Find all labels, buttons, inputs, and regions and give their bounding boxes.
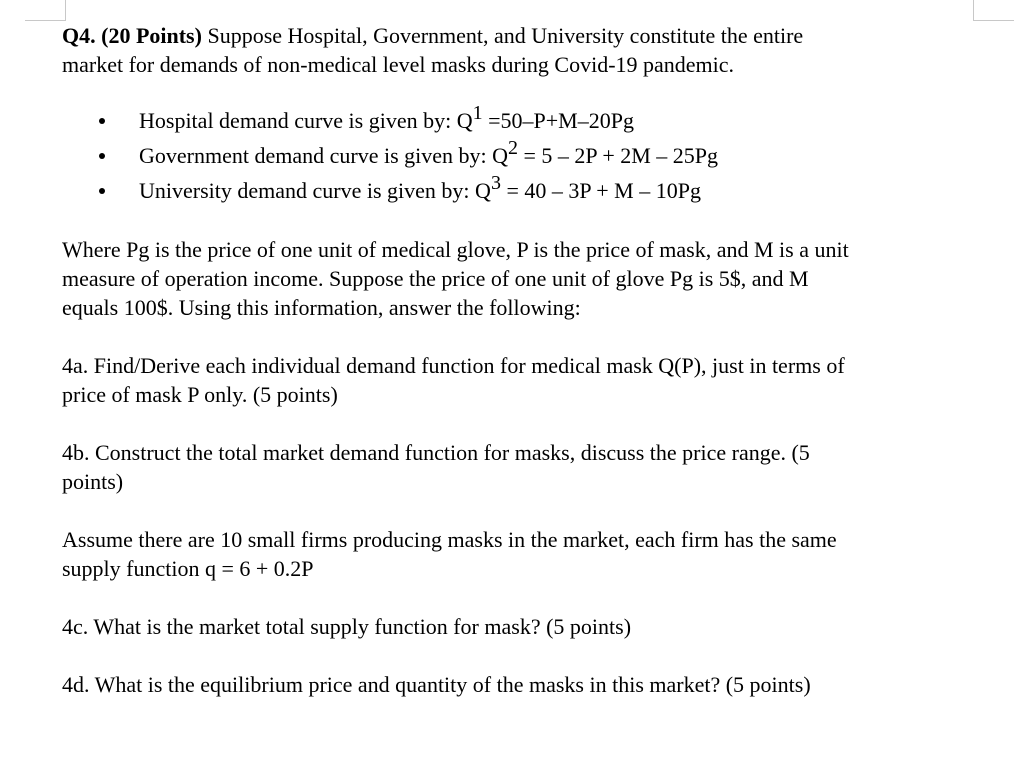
bullet-icon — [99, 153, 105, 159]
curve-exponent: 3 — [490, 172, 501, 194]
curve-formula: =50–P+M–20Pg — [482, 108, 634, 133]
definitions-paragraph — [62, 235, 982, 322]
list-item — [62, 138, 982, 173]
curve-prefix: University demand curve is given by: Q — [139, 178, 491, 203]
question-intro-line2: market for demands of non-medical level masks during Covid-19 pandemic. — [62, 52, 735, 77]
curve-prefix: Government demand curve is given by: Q — [139, 143, 509, 168]
definitions-line-2: measure of operation income. Suppose the price of one unit of glove Pg is 5$, and M — [62, 266, 809, 291]
curve-formula: = 5 – 2P + 2M – 25Pg — [518, 143, 719, 168]
bullet-icon — [99, 188, 105, 194]
bullet-icon — [99, 118, 105, 124]
part-4d: 4d. What is the equilibrium price and quantity of the masks in this market? (5 points) — [62, 672, 811, 697]
part-4a-line-2: price of mask P only. (5 points) — [62, 382, 338, 407]
page-corner-marker-right — [973, 0, 1014, 21]
assumption-line-1: Assume there are 10 small firms producing masks in the market, each firm has the same — [62, 527, 837, 552]
part-4a — [62, 351, 982, 409]
list-item — [62, 173, 982, 208]
question-label: Q4. (20 Points) — [62, 23, 202, 48]
document-page — [62, 21, 982, 699]
part-4b-line-2: points) — [62, 469, 124, 494]
curve-exponent: 2 — [508, 137, 519, 159]
demand-curve-list — [62, 103, 982, 208]
question-intro-text: Suppose Hospital, Government, and University constitute the entire — [201, 23, 804, 48]
curve-exponent: 1 — [472, 102, 483, 124]
assumption-line-2: supply function q = 6 + 0.2P — [62, 556, 314, 581]
curve-prefix: Hospital demand curve is given by: Q — [139, 108, 473, 133]
part-4b — [62, 438, 982, 496]
definitions-line-3: equals 100$. Using this information, answer the following: — [62, 295, 581, 320]
assumption-paragraph — [62, 525, 982, 583]
curve-formula: = 40 – 3P + M – 10Pg — [500, 178, 701, 203]
page-corner-marker-left — [25, 0, 66, 21]
question-intro — [62, 21, 982, 79]
part-4c: 4c. What is the market total supply function for mask? (5 points) — [62, 614, 632, 639]
definitions-line-1: Where Pg is the price of one unit of medical glove, P is the price of mask, and M is a unit — [62, 237, 849, 262]
list-item — [62, 103, 982, 138]
part-4a-line-1: 4a. Find/Derive each individual demand function for medical mask Q(P), just in terms of — [62, 353, 845, 378]
part-4b-line-1: 4b. Construct the total market demand function for masks, discuss the price range. (5 — [62, 440, 810, 465]
